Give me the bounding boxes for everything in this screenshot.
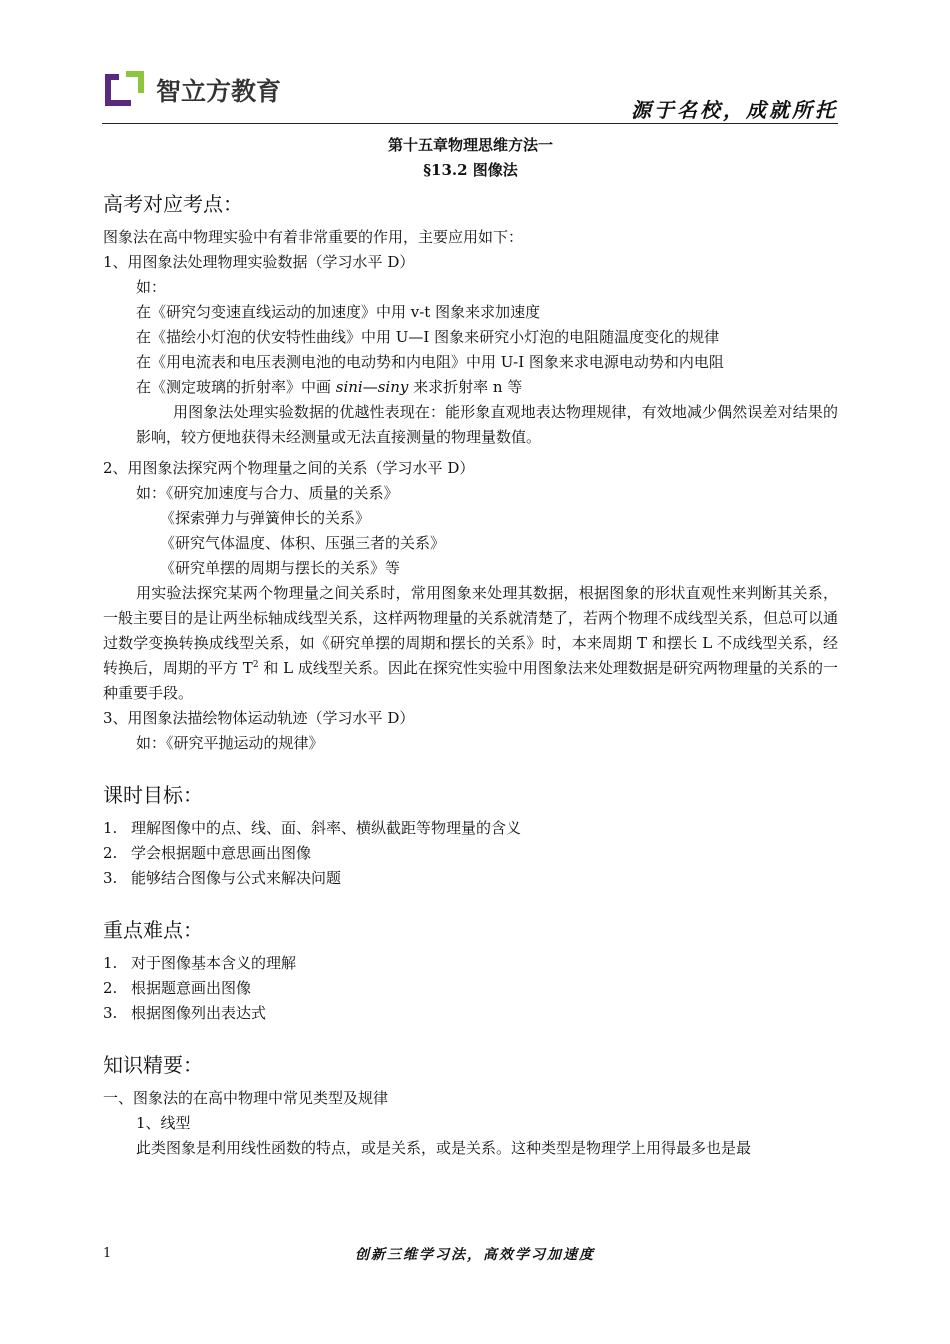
example-line: 在《测定玻璃的折射率》中画 sini—siny 来求折射率 n 等 — [136, 378, 523, 396]
chapter-title: 第十五章物理思维方法一 — [387, 136, 553, 154]
heading-exam-points: 高考对应考点： — [103, 192, 243, 216]
heading-key-points: 重点难点： — [103, 918, 203, 942]
list-item: 2. 学会根据题中意思画出图像 — [103, 844, 312, 862]
section-title: §13.2 图像法 — [423, 161, 518, 179]
item-3: 3、用图象法描绘物体运动轨迹（学习水平 D） — [103, 709, 415, 727]
example-line: 在《研究匀变速直线运动的加速度》中用 v-t 图象来求加速度 — [136, 303, 541, 321]
example-line: 在《用电流表和电压表测电池的电动势和内电阻》中用 U-I 图象来求电源电动势和内电阻 — [136, 353, 724, 371]
example-line: 《研究气体温度、体积、压强三者的关系》 — [160, 534, 446, 552]
example-label: 如： — [136, 278, 167, 296]
logo-text: 智立方教育 — [156, 77, 282, 106]
example-line: 如：《研究平抛运动的规律》 — [136, 734, 324, 752]
intro-text: 图象法在高中物理实验中有着非常重要的作用，主要应用如下： — [103, 228, 524, 246]
list-item: 3. 能够结合图像与公式来解决问题 — [103, 869, 342, 887]
document-body — [103, 133, 838, 1161]
heading-objectives: 课时目标： — [103, 783, 203, 807]
list-item: 2. 根据题意画出图像 — [103, 979, 252, 997]
footer-slogan: 创新三维学习法，高效学习加速度 — [355, 1247, 595, 1263]
heading-knowledge: 知识精要： — [103, 1053, 203, 1077]
knowledge-line: 此类图象是利用线性函数的特点，或是关系，或是关系。这种类型是物理学上用得最多也是最 — [136, 1139, 752, 1157]
example-line: 如：《研究加速度与合力、质量的关系》 — [136, 484, 399, 502]
page-number: 1 — [103, 1246, 112, 1261]
knowledge-line: 一、图象法的在高中物理中常见类型及规律 — [103, 1089, 389, 1107]
list-item: 3. 根据图像列出表达式 — [103, 1004, 267, 1022]
logo-mark-icon — [104, 70, 146, 110]
logo — [104, 68, 281, 112]
header-rule — [102, 123, 838, 124]
method-paragraph: 用实验法探究某两个物理量之间关系时，常用图象来处理其数据，根据图象的形状直观性来判断其关系，一般主要目的是让两坐标轴成线型关系，这样两物理量的关系就清楚了，若两个物理不成线型关系，但总可以通过数学变换转换成线型关系，如《研究单摆的周期和摆长的关系》时，本来周期 T 和摆长 L 不成线型关系，经转换后，周期的平方 $T^2$ 和 L 成线型关系。因此在探究性实验中用图象法来处理数据是研究两物理量的关系的一种重要手段。 — [103, 584, 839, 702]
example-line: 在《描绘小灯泡的伏安特性曲线》中用 U—I 图象来研究小灯泡的电阻随温度变化的规律 — [136, 328, 720, 346]
example-line: 《探索弹力与弹簧伸长的关系》 — [160, 509, 371, 527]
knowledge-line: 1、线型 — [136, 1114, 191, 1132]
list-item: 1. 理解图像中的点、线、面、斜率、横纵截距等物理量的含义 — [103, 819, 522, 837]
advantage-paragraph: 用图象法处理实验数据的优越性表现在：能形象直观地表达物理规律，有效地减少偶然误差对结果的影响，较方便地获得未经测量或无法直接测量的物理量数值。 — [136, 403, 838, 446]
item-2: 2、用图象法探究两个物理量之间的关系（学习水平 D） — [103, 459, 475, 477]
list-item: 1. 对于图像基本含义的理解 — [103, 954, 297, 972]
header-slogan: 源于名校，成就所托 — [631, 98, 838, 122]
example-line: 《研究单摆的周期与摆长的关系》等 — [160, 559, 401, 577]
item-1: 1、用图象法处理物理实验数据（学习水平 D） — [103, 253, 415, 271]
